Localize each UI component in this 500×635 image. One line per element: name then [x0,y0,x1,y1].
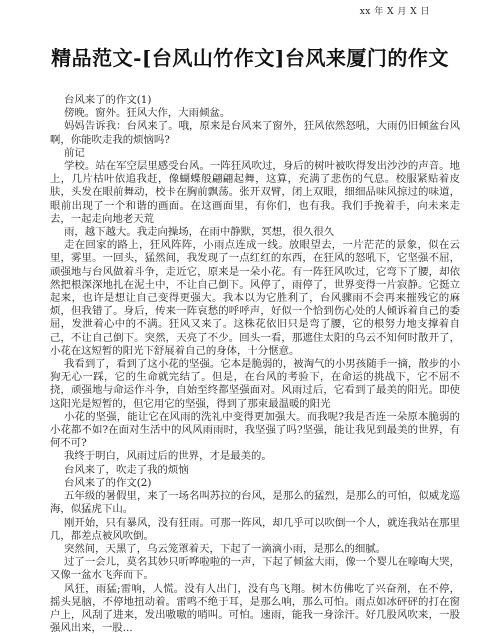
paragraph: 突然间，天黑了，乌云笼罩着天，下起了一滴滴小雨，是那么的细腻。 [64,542,387,555]
paragraph: 走在回家的路上，狂风阵阵，小雨点连成一线。放眼望去，一片茫茫的景象，似在云里，雾里。一回头，猛然间，我发现了一点红红的东西，在狂风的怒吼下，它坚强不屈，顽强地与台风做着斗争，走近它，原来是一朵小花。有一阵狂风吹过，它弯下了腰，却依然把根深深地扎在泥土中，不让自己倒下。风停了，雨停了，世界变得一片寂静。它挺立起来，也许是想让自己变得更强大。我本以为它胜利了，台风骤雨不会再来摧残它的麻烦，但我错了。身后，传来一阵哀愁的呼呼声，好似一个恰到伤心处的人倾诉着自己的委屈，发泄着心中的不满。狂风又来了。这株花依旧只是弯了腰，它的根努力地支撑着自己，不让自己倒下。突然，天亮了不少。回头一看，那遮住太阳的乌云不知何时散开了，小花在这短暂的阳光下舒展着自己的身体，十分惬意。 [50,239,460,357]
document-title: 精品范文-[台风山竹作文]台风来厦门的作文 [51,46,449,70]
heading-essay-1: 台风来了的作文(1) [64,94,152,106]
paragraph: 我终于明白，风雨过后的世界，才是最美的。 [64,450,272,463]
paragraph: 风狂，雨猛;雷响，人慌。没有人出门，没有鸟飞翔。树木仿佛吃了兴奋剂，在不停，摇头晃脑，不停地扭动着。雷鸣不绝于耳，是那么响，那么可怕。雨点如冰砰砰的打在窗户上，风刮了进来，发出嗷嗷的哨叫。可怕。速雨，能我一身涂汗。好几股风吹来，一股强风出来，一股... [50,582,460,635]
heading-essay-2: 台风来了的作文(2) [64,476,152,489]
paragraph: 五年级的暑假里，来了一场名叫苏拉的台风，是那么的猛烈，是那么的可怕，似威龙巡海，似猛虎下山。 [50,490,460,516]
paragraph: 过了一会儿，莫名其妙只听哗啦啦的一声，下起了倾盆大雨，像一个婴儿在嚎啕大哭，又像一盆水飞奔而下。 [50,556,460,582]
paragraph: 妈妈告诉我：台风来了。哦，原来是台风来了窗外，狂风依然怒吼，大雨仍旧倾盆台风啊，你能吹走我的烦恼吗? [50,120,460,146]
paragraph: 台风来了，吹走了我的烦恼 [64,463,189,476]
paragraph: 学校。站在军空层里感受台风。一阵狂风吹过，身后的树叶被吹得发出沙沙的声音。地上，几片枯叶依追我赶，像蝴蝶般翩翩起舞，这算，充满了悲伤的气息。校服紧贴着皮肤，头发在眼前舞动，校卡在胸前飘荡。张开双臂，闭上双眼，细细品味风掠过的味道，眼前出现了一个和谐的画面。在这画面里，有你们，也有我。我们手挽着手，向未来走去，一起走向地老天荒 [50,160,460,225]
paragraph: 小花的坚强，能让它在风雨的洗礼中变得更加强大。而我呢?我是否连一朵原本脆弱的小花都不如?在面对生活中的风风雨雨时，我坚强了吗?坚强，能让我见到最美的世界，有何不可? [50,410,460,450]
paragraph: 我看到了，看到了这小花的坚强。它本是脆弱的，被淘气的小男孩随手一摘，散步的小狗无心一踩，它的生命就完结了。但是，在台风的考验下，在命运的挑战下，它不屈不挠，顽强地与命运作斗争，自始至终都坚强面对。风雨过后，它看到了最美的阳光。即使这阳光是短暂的，但它用它的坚强，得到了那束最温暖的阳光 [50,358,460,410]
document-date: xx 年 X 月 X 日 [359,7,430,17]
section-label: 前记 [64,146,85,159]
document-body [50,94,460,635]
paragraph: 刚开始，只有暴风，没有狂雨。可那一阵风，却几乎可以吹倒一个人，就连我站在那里几，都差点被风吹倒。 [50,516,460,542]
paragraph: 雨，越下越大。我走向操场，在雨中静默，冥想，很久很久 [64,226,335,239]
paragraph: 傍晚。窗外。狂风大作，大雨倾盆。 [64,107,231,120]
